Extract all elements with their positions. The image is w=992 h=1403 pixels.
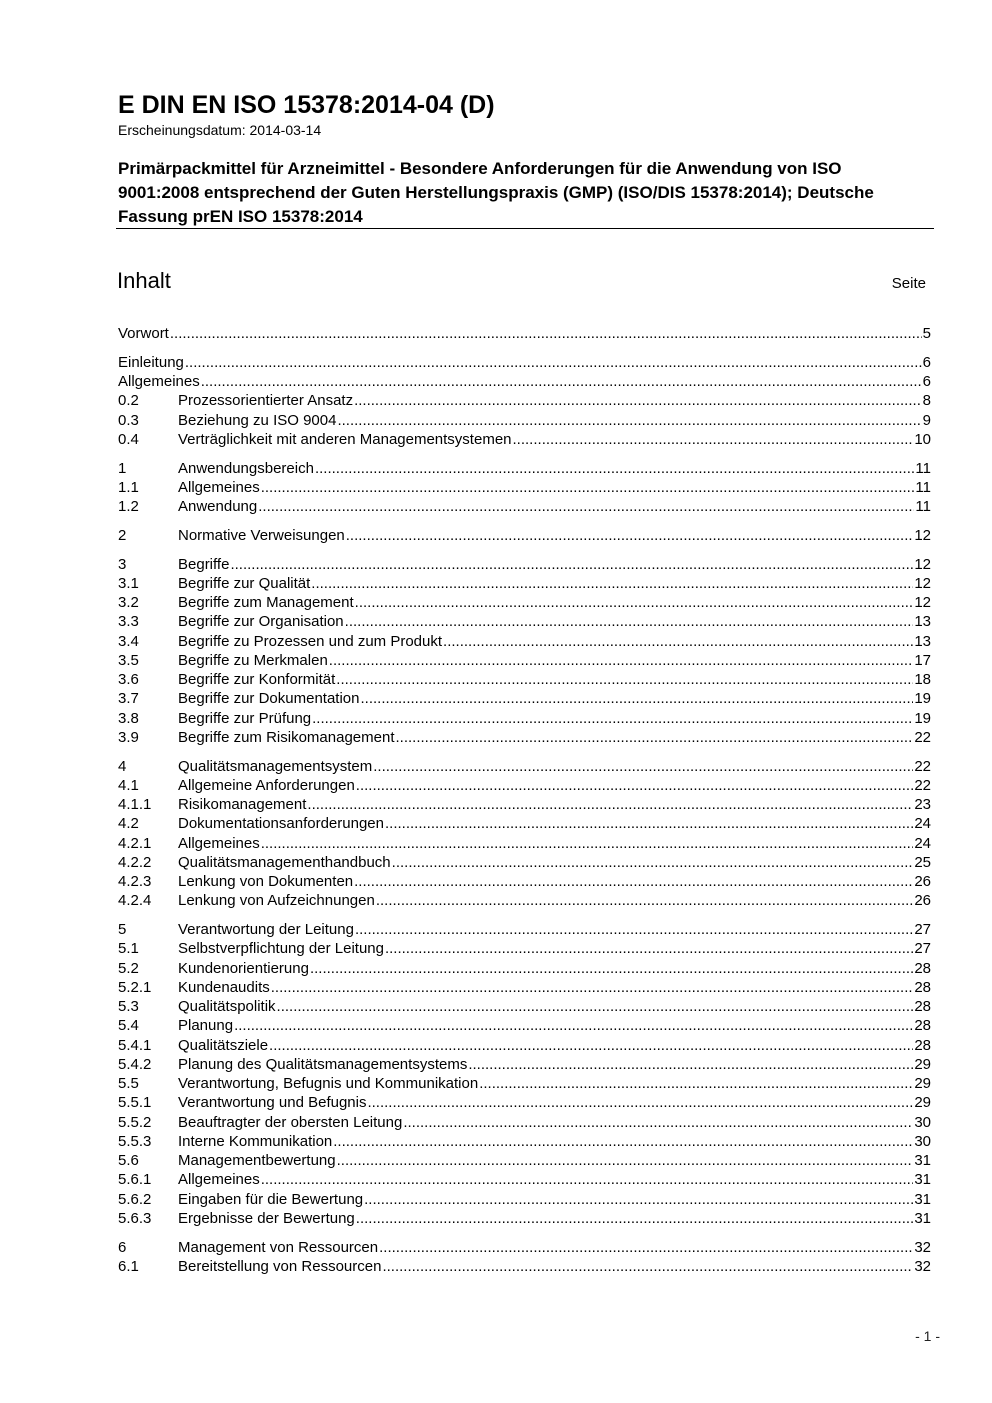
toc-dot-leader: [354, 391, 922, 411]
publication-date: Erscheinungsdatum: 2014-03-14: [118, 122, 322, 138]
toc-entry-title: Managementbewertung: [178, 1152, 336, 1169]
toc-entry-number: 5.5.1: [118, 1094, 152, 1112]
toc-entry-title: Beauftragter der obersten Leitung: [178, 1113, 403, 1131]
toc-entry-page: 31: [914, 1209, 931, 1227]
toc-entry-page: 29: [914, 1094, 931, 1112]
toc-entry[interactable]: [118, 795, 931, 815]
toc-entry-page: 32: [914, 1257, 931, 1275]
toc-dot-leader: [379, 1238, 913, 1258]
toc-entry-page: 31: [914, 1190, 931, 1208]
toc-entry[interactable]: [118, 853, 931, 873]
toc-dot-leader: [170, 324, 922, 344]
toc-entry-page: 11: [915, 459, 931, 477]
toc-entry-number: 5.4: [118, 1017, 139, 1035]
toc-entry-page: 24: [914, 834, 931, 852]
toc-entry-page: 19: [914, 690, 931, 708]
toc-entry-number: 6: [118, 1238, 127, 1256]
toc-entry-page: 26: [914, 892, 931, 910]
toc-entry[interactable]: [118, 651, 931, 671]
toc-entry-page: 5: [922, 325, 931, 342]
toc-dot-leader: [376, 891, 913, 911]
toc-entry-number: 4.2: [118, 815, 139, 833]
toc-entry-page: 32: [914, 1238, 931, 1256]
toc-entry-page: 22: [914, 757, 931, 775]
toc-entry-title: Prozessorientierter Ansatz: [178, 392, 354, 410]
toc-dot-leader: [234, 1016, 913, 1036]
toc-entry-page: 30: [914, 1132, 931, 1150]
toc-entry-page: 23: [914, 796, 931, 813]
toc-entry-page: 29: [914, 1075, 931, 1092]
toc-page-column-label: Seite: [891, 275, 926, 292]
toc-entry-number: 4.1: [118, 776, 139, 794]
toc-entry-number: 3.5: [118, 651, 139, 669]
toc-entry-title: Allgemeines: [118, 373, 200, 390]
toc-entry-page: 28: [914, 998, 931, 1015]
toc-entry-number: 5.6.2: [118, 1190, 152, 1208]
toc-dot-leader: [333, 1132, 913, 1152]
toc-dot-leader: [346, 526, 914, 546]
toc-entry-title: Lenkung von Aufzeichnungen: [178, 892, 375, 910]
toc-entry-title: Management von Ressourcen: [178, 1238, 379, 1256]
table-of-contents: [118, 0, 931, 1300]
toc-entry-title: Verantwortung und Befugnis: [178, 1094, 367, 1112]
toc-entry[interactable]: [118, 555, 931, 575]
toc-dot-leader: [230, 555, 913, 575]
toc-entry[interactable]: [118, 632, 931, 652]
toc-entry-page: 28: [914, 959, 931, 977]
toc-entry-number: 5.6: [118, 1152, 139, 1169]
toc-entry-page: 26: [914, 873, 931, 890]
toc-entry-number: 3: [118, 555, 127, 573]
toc-entry-title: Interne Kommunikation: [178, 1132, 333, 1150]
toc-dot-leader: [468, 1055, 913, 1075]
toc-entry[interactable]: [118, 593, 931, 613]
toc-entry-title: Bereitstellung von Ressourcen: [178, 1257, 382, 1275]
toc-dot-leader: [312, 709, 913, 729]
toc-entry-page: 27: [914, 921, 931, 938]
toc-dot-leader: [364, 1190, 913, 1210]
toc-entry-page: 27: [914, 940, 931, 958]
toc-entry-title: Beziehung zu ISO 9004: [178, 411, 337, 429]
toc-entry-page: 19: [914, 709, 931, 727]
toc-entry-title: Begriffe zum Risikomanagement: [178, 728, 395, 746]
toc-entry-number: 5: [118, 921, 127, 938]
toc-entry-number: 5.5.3: [118, 1132, 152, 1150]
toc-entry-title: Einleitung: [118, 353, 184, 371]
toc-entry-title: Anwendungsbereich: [178, 459, 314, 477]
toc-entry-number: 4.2.4: [118, 892, 152, 910]
toc-entry-page: 17: [914, 651, 931, 669]
toc-entry-number: 5.4.1: [118, 1036, 152, 1054]
toc-entry[interactable]: [118, 411, 931, 431]
toc-dot-leader: [269, 1036, 913, 1056]
toc-entry[interactable]: [118, 1093, 931, 1113]
toc-entry-title: Ergebnisse der Bewertung: [178, 1209, 355, 1227]
toc-heading: Inhalt: [117, 268, 171, 293]
toc-entry-page: 31: [914, 1171, 931, 1189]
toc-entry-page: 25: [914, 853, 931, 871]
toc-entry[interactable]: [118, 1238, 931, 1258]
toc-entry-page: 9: [922, 411, 931, 429]
toc-entry-number: 3.2: [118, 594, 139, 611]
toc-entry-title: Qualitätsmanagementhandbuch: [178, 853, 391, 871]
toc-entry-title: Planung des Qualitätsmanagementsystems: [178, 1055, 468, 1073]
toc-entry-title: Begriffe zu Merkmalen: [178, 651, 328, 669]
toc-entry[interactable]: [118, 814, 931, 834]
toc-entry-number: 1: [118, 459, 127, 477]
toc-entry-page: 22: [914, 728, 931, 746]
toc-entry-title: Verträglichkeit mit anderen Managementsystemen: [178, 430, 512, 448]
toc-entry[interactable]: [118, 459, 931, 479]
toc-entry[interactable]: [118, 959, 931, 979]
toc-dot-leader: [345, 612, 914, 632]
toc-entry-number: 5.6.1: [118, 1171, 152, 1189]
toc-dot-leader: [361, 689, 914, 709]
toc-entry-number: 3.3: [118, 613, 139, 631]
toc-dot-leader: [315, 459, 914, 479]
toc-entry-page: 28: [914, 1036, 931, 1054]
toc-entry-page: 6: [922, 353, 931, 371]
toc-dot-leader: [355, 593, 914, 613]
toc-entry-page: 6: [922, 373, 931, 390]
toc-entry-page: 13: [914, 613, 931, 631]
toc-entry-number: 4.2.1: [118, 834, 152, 852]
toc-entry[interactable]: [118, 757, 931, 777]
document-id: E DIN EN ISO 15378:2014-04 (D): [118, 91, 495, 119]
toc-entry-page: 28: [914, 978, 931, 996]
toc-entry-number: 1.1: [118, 478, 139, 496]
toc-entry-title: Kundenaudits: [178, 978, 270, 996]
toc-entry-page: 28: [914, 1017, 931, 1035]
toc-entry[interactable]: [118, 353, 931, 373]
toc-entry-page: 31: [914, 1152, 931, 1169]
toc-entry[interactable]: [118, 1257, 931, 1277]
toc-entry[interactable]: [118, 1036, 931, 1056]
toc-entry[interactable]: [118, 709, 931, 729]
toc-dot-leader: [385, 939, 913, 959]
toc-entry[interactable]: [118, 1151, 931, 1171]
toc-entry[interactable]: [118, 834, 931, 854]
toc-entry-page: 18: [914, 671, 931, 688]
toc-entry[interactable]: [118, 324, 931, 344]
toc-entry[interactable]: [118, 430, 931, 450]
toc-entry-title: Qualitätspolitik: [178, 998, 276, 1015]
toc-entry[interactable]: [118, 891, 931, 911]
toc-entry-title: Lenkung von Dokumenten: [178, 873, 354, 890]
toc-entry-title: Kundenorientierung: [178, 959, 309, 977]
toc-entry-title: Begriffe: [178, 555, 230, 573]
toc-entry-title: Begriffe zur Konformität: [178, 671, 336, 688]
toc-dot-leader: [479, 1074, 913, 1094]
toc-dot-leader: [277, 997, 914, 1017]
toc-entry-title: Qualitätsziele: [178, 1036, 269, 1054]
toc-entry[interactable]: [118, 1074, 931, 1094]
toc-entry-page: 24: [914, 815, 931, 833]
toc-entry-number: 5.2.1: [118, 978, 152, 996]
toc-entry-page: 12: [914, 526, 931, 544]
toc-dot-leader: [307, 795, 913, 815]
toc-entry[interactable]: [118, 1132, 931, 1152]
toc-entry-title: Allgemeine Anforderungen: [178, 776, 355, 794]
footer-page-number: - 1 -: [915, 1328, 940, 1344]
toc-entry[interactable]: [118, 776, 931, 796]
toc-entry[interactable]: [118, 920, 931, 940]
toc-entry-number: 5.3: [118, 998, 139, 1015]
toc-dot-leader: [337, 1151, 914, 1171]
toc-entry-title: Begriffe zur Qualität: [178, 574, 311, 592]
toc-entry-page: 12: [914, 594, 931, 611]
toc-dot-leader: [310, 959, 913, 979]
toc-entry-number: 3.8: [118, 709, 139, 727]
toc-entry-title: Dokumentationsanforderungen: [178, 815, 384, 833]
toc-entry[interactable]: [118, 978, 931, 998]
toc-entry-number: 5.6.3: [118, 1209, 152, 1227]
toc-entry[interactable]: [118, 872, 931, 892]
toc-entry-page: 12: [914, 555, 931, 573]
toc-entry-title: Begriffe zur Prüfung: [178, 709, 312, 727]
toc-dot-leader: [271, 978, 914, 998]
toc-dot-leader: [261, 1170, 914, 1190]
toc-dot-leader: [392, 853, 914, 873]
toc-dot-leader: [396, 728, 914, 748]
toc-entry-number: 0.3: [118, 411, 139, 429]
toc-entry-number: 0.4: [118, 430, 139, 448]
toc-entry-number: 3.1: [118, 574, 139, 592]
toc-dot-leader: [337, 411, 921, 431]
toc-entry-title: Qualitätsmanagementsystem: [178, 757, 373, 775]
toc-entry[interactable]: [118, 689, 931, 709]
toc-entry-number: 4.2.3: [118, 873, 152, 890]
toc-entry-page: 13: [914, 632, 931, 650]
toc-dot-leader: [373, 757, 913, 777]
toc-dot-leader: [261, 834, 914, 854]
toc-entry-number: 4: [118, 757, 127, 775]
toc-dot-leader: [382, 1257, 913, 1277]
toc-entry-title: Verantwortung der Leitung: [178, 921, 354, 938]
toc-entry[interactable]: [118, 728, 931, 748]
toc-entry[interactable]: [118, 1209, 931, 1229]
toc-entry-number: 5.5: [118, 1075, 139, 1092]
toc-entry-title: Allgemeines: [178, 1171, 260, 1189]
toc-dot-leader: [355, 920, 913, 940]
toc-dot-leader: [354, 872, 913, 892]
toc-dot-leader: [356, 776, 914, 796]
toc-entry-title: Anwendung: [178, 498, 258, 515]
toc-entry-title: Selbstverpflichtung der Leitung: [178, 940, 384, 958]
toc-entry-number: 3.9: [118, 728, 139, 746]
toc-entry[interactable]: [118, 391, 931, 411]
toc-entry[interactable]: [118, 526, 931, 546]
toc-dot-leader: [185, 353, 922, 373]
toc-entry[interactable]: [118, 997, 931, 1017]
toc-entry-page: 22: [914, 776, 931, 794]
toc-entry-number: 3.6: [118, 671, 139, 688]
toc-dot-leader: [329, 651, 914, 671]
toc-entry-title: Allgemeines: [178, 478, 260, 496]
toc-entry[interactable]: [118, 497, 931, 517]
toc-entry-title: Begriffe zur Organisation: [178, 613, 344, 631]
toc-entry[interactable]: [118, 612, 931, 632]
toc-entry[interactable]: [118, 1055, 931, 1075]
toc-entry-title: Normative Verweisungen: [178, 526, 345, 544]
toc-entry-title: Vorwort: [118, 325, 169, 342]
toc-dot-leader: [258, 497, 914, 517]
toc-dot-leader: [261, 478, 915, 498]
toc-dot-leader: [513, 430, 914, 450]
toc-entry-title: Begriffe zur Dokumentation: [178, 690, 360, 708]
document-full-title: Primärpackmittel für Arzneimittel - Besondere Anforderungen für die Anwendung von ISO 9001:2008 entsprechend der Guten Herstellungspraxis (GMP) (ISO/DIS 15378:2014); Deutsche Fassung prEN ISO 15378:2014: [118, 159, 874, 226]
toc-entry-title: Planung: [178, 1017, 234, 1035]
toc-entry[interactable]: [118, 1016, 931, 1036]
toc-entry-number: 3.4: [118, 632, 139, 650]
toc-entry-number: 2: [118, 526, 127, 544]
toc-entry-title: Allgemeines: [178, 834, 260, 852]
toc-entry-page: 12: [914, 574, 931, 592]
toc-entry-page: 10: [914, 430, 931, 448]
toc-entry-title: Verantwortung, Befugnis und Kommunikation: [178, 1075, 479, 1092]
toc-entry-title: Begriffe zum Management: [178, 594, 354, 611]
toc-dot-leader: [367, 1093, 913, 1113]
toc-dot-leader: [403, 1113, 913, 1133]
toc-dot-leader: [311, 574, 913, 594]
toc-entry-number: 5.5.2: [118, 1113, 152, 1131]
toc-entry-number: 5.1: [118, 940, 139, 958]
toc-entry[interactable]: [118, 478, 931, 498]
toc-entry[interactable]: [118, 372, 931, 392]
toc-entry[interactable]: [118, 939, 931, 959]
toc-entry-page: 30: [914, 1113, 931, 1131]
toc-dot-leader: [336, 670, 913, 690]
toc-entry-number: 5.2: [118, 959, 139, 977]
toc-entry[interactable]: [118, 1170, 931, 1190]
toc-entry-page: 11: [915, 478, 931, 496]
toc-entry-page: 11: [915, 498, 931, 515]
toc-dot-leader: [201, 372, 922, 392]
toc-dot-leader: [443, 632, 913, 652]
toc-dot-leader: [356, 1209, 914, 1229]
toc-entry-number: 3.7: [118, 690, 139, 708]
toc-entry-number: 0.2: [118, 392, 139, 410]
toc-entry-title: Risikomanagement: [178, 796, 307, 813]
toc-entry-number: 5.4.2: [118, 1055, 152, 1073]
toc-entry-page: 29: [914, 1055, 931, 1073]
toc-dot-leader: [385, 814, 913, 834]
toc-entry-page: 8: [922, 392, 931, 410]
toc-entry-number: 4.2.2: [118, 853, 152, 871]
toc-entry-title: Eingaben für die Bewertung: [178, 1190, 364, 1208]
toc-entry-title: Begriffe zu Prozessen und zum Produkt: [178, 632, 443, 650]
toc-entry-number: 4.1.1: [118, 796, 152, 813]
toc-entry[interactable]: [118, 670, 931, 690]
toc-entry[interactable]: [118, 574, 931, 594]
toc-entry[interactable]: [118, 1190, 931, 1210]
toc-entry[interactable]: [118, 1113, 931, 1133]
toc-entry-number: 6.1: [118, 1257, 139, 1275]
toc-entry-number: 1.2: [118, 498, 139, 515]
